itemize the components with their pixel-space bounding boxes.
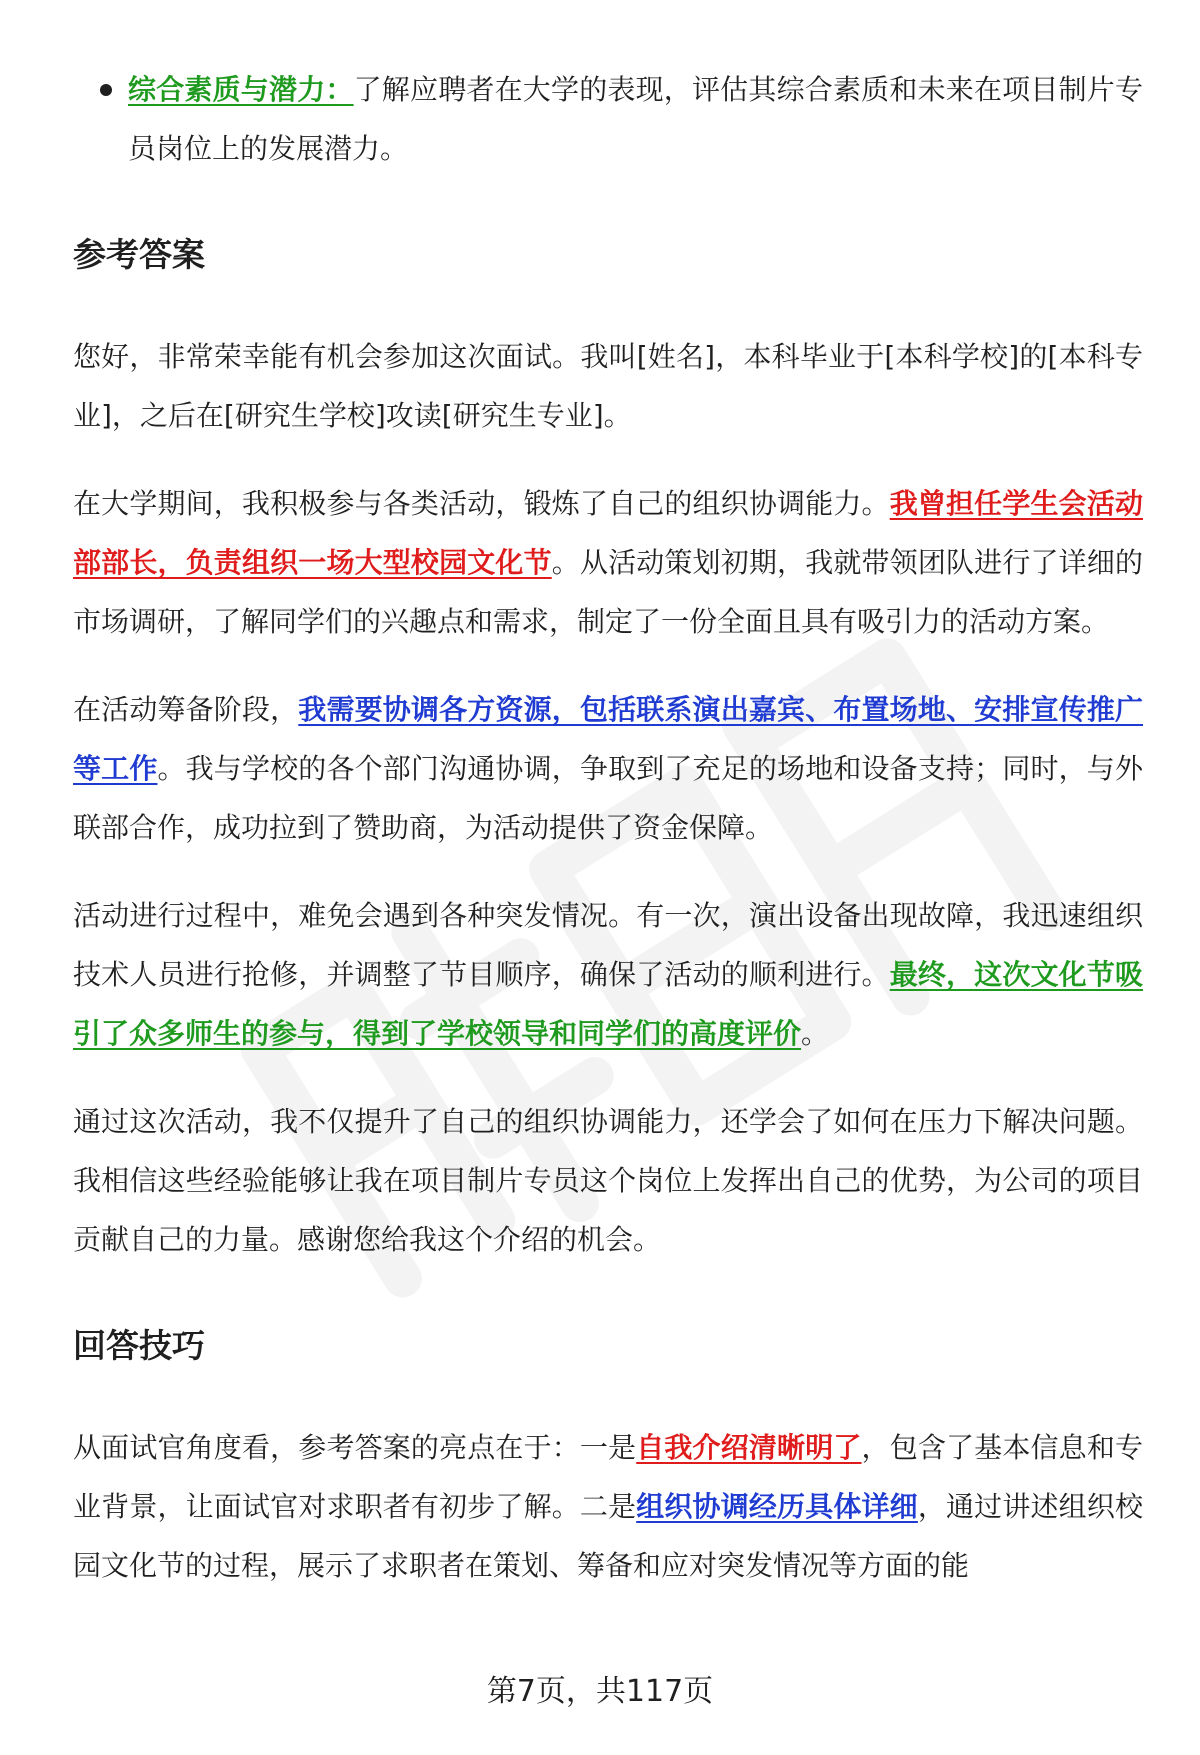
answer-paragraph-university — [73, 474, 1143, 651]
paragraph-text: ，包含了基本信息和专业背景，让面试官对求职者有初步了解。二是 — [73, 1431, 1143, 1523]
paragraph-text: 在活动筹备阶段， — [73, 693, 299, 726]
paragraph-text: 。 — [801, 1017, 830, 1050]
section-heading-tips: 回答技巧 — [73, 1326, 205, 1365]
answer-paragraph-preparation — [73, 680, 1143, 857]
answer-paragraph-intro: 您好，非常荣幸能有机会参加这次面试。我叫[姓名]，本科毕业于[本科学校]的[本科专业]，之后在[研究生学校]攻读[研究生专业]。 — [73, 340, 1143, 432]
highlight-red: 自我介绍清晰明了 — [636, 1431, 862, 1464]
highlight-blue: 我需要协调各方资源，包括联系演出嘉宾、布置场地、安排宣传推广等工作 — [73, 693, 1143, 785]
paragraph-text: 。从活动策划初期，我就带领团队进行了详细的市场调研，了解同学们的兴趣点和需求，制定了一份全面且具有吸引力的活动方案。 — [73, 546, 1143, 638]
paragraph-text: 活动进行过程中，难免会遇到各种突发情况。有一次，演出设备出现故障，我迅速组织技术人员进行抢修，并调整了节目顺序，确保了活动的顺利进行。 — [73, 899, 1143, 991]
bullet-text: 了解应聘者在大学的表现，评估其综合素质和未来在项目制片专员岗位上的发展潜力。 — [128, 73, 1143, 165]
bullet-item-overall-quality — [73, 60, 1143, 178]
highlight-green: 最终，这次文化节吸引了众多师生的参与，得到了学校领导和同学们的高度评价 — [73, 958, 1143, 1050]
document-page — [73, 60, 1143, 1595]
bullet-label: 综合素质与潜力： — [128, 73, 354, 106]
tips-paragraph — [73, 1418, 1143, 1595]
answer-paragraph-execution — [73, 886, 1143, 1063]
bullet-dot-icon — [100, 84, 112, 96]
answer-paragraph-conclusion: 通过这次活动，我不仅提升了自己的组织协调能力，还学会了如何在压力下解决问题。我相信这些经验能够让我在项目制片专员这个岗位上发挥出自己的优势，为公司的项目贡献自己的力量。感谢您给我这个介绍的机会。 — [73, 1105, 1143, 1256]
paragraph-text: 在大学期间，我积极参与各类活动，锻炼了自己的组织协调能力。 — [73, 487, 890, 520]
highlight-blue: 组织协调经历具体详细 — [636, 1490, 918, 1523]
paragraph-text: ，通过讲述组织校园文化节的过程，展示了求职者在策划、筹备和应对突发情况等方面的能 — [73, 1490, 1143, 1582]
paragraph-text: 。我与学校的各个部门沟通协调，争取到了充足的场地和设备支持；同时，与外联部合作，成功拉到了赞助商，为活动提供了资金保障。 — [73, 752, 1143, 844]
section-heading-answer: 参考答案 — [73, 235, 205, 274]
page-number: 第7页，共117页 — [486, 1674, 714, 1709]
highlight-red: 我曾担任学生会活动部部长，负责组织一场大型校园文化节 — [73, 487, 1143, 579]
paragraph-text: 从面试官角度看，参考答案的亮点在于：一是 — [73, 1431, 637, 1464]
